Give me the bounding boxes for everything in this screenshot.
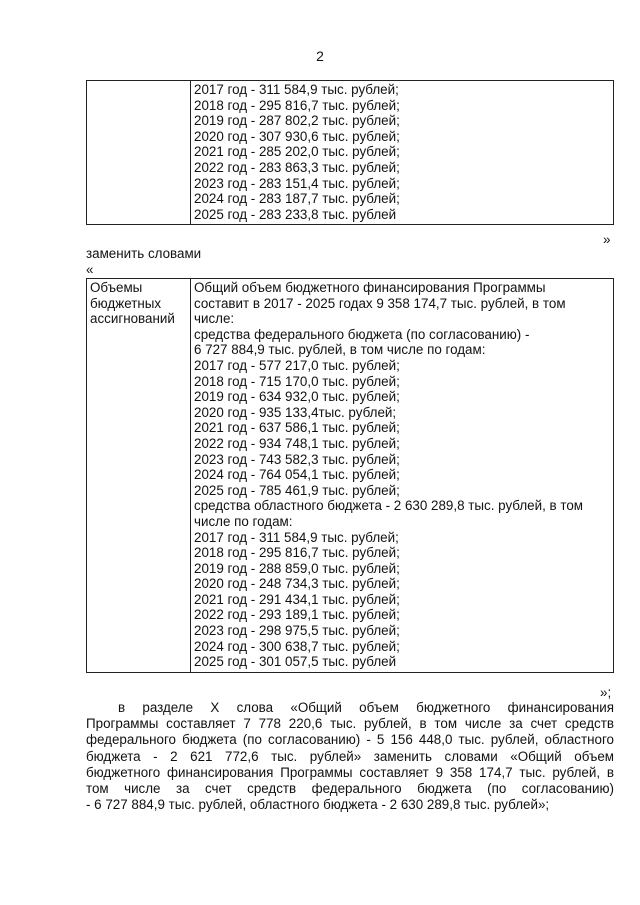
label-line: бюджетных [90, 295, 162, 311]
detail-line: 2025 год - 785 461,9 тыс. рублей; [194, 482, 400, 498]
empty-label-cell [87, 81, 191, 225]
detail-line: средства областного бюджета - 2 630 289,8 тыс. рублей, в том [194, 498, 584, 514]
detail-line: 2020 год - 935 133,4тыс. рублей; [194, 404, 397, 420]
year-line: 2023 год - 283 151,4 тыс. рублей; [194, 175, 400, 191]
detail-line: 2018 год - 715 170,0 тыс. рублей; [194, 373, 400, 389]
year-line: 2024 год - 283 187,7 тыс. рублей; [194, 191, 400, 207]
detail-line: 2024 год - 300 638,7 тыс. рублей; [194, 638, 400, 654]
year-line: 2022 год - 283 863,3 тыс. рублей; [194, 159, 400, 175]
year-line: 2017 год - 311 584,9 тыс. рублей; [194, 82, 399, 97]
year-line: 2019 год - 287 802,2 тыс. рублей; [194, 113, 400, 129]
year-line: 2020 год - 307 930,6 тыс. рублей; [194, 128, 400, 144]
page-number: 2 [316, 48, 324, 64]
paragraph-line: федерального бюджета (по согласованию) - 5 156 448,0 тыс. рублей, областного [86, 732, 614, 748]
detail-line: числе по годам: [194, 513, 293, 529]
paragraph-line: бюджетного финансирования Программы составляет 9 358 174,7 тыс. рублей, в [86, 764, 614, 780]
budget-details-cell [191, 279, 614, 673]
section-x-amendment-paragraph [86, 700, 614, 813]
closing-quote-semicolon: »; [600, 685, 612, 700]
detail-line: средства федерального бюджета (по согласованию) - [194, 326, 530, 342]
detail-line: 2023 год - 743 582,3 тыс. рублей; [194, 451, 400, 467]
year-line: 2018 год - 295 816,7 тыс. рублей; [194, 97, 400, 113]
detail-line: 2024 год - 764 054,1 тыс. рублей; [194, 467, 400, 483]
detail-line: 2017 год - 577 217,0 тыс. рублей; [194, 357, 400, 373]
detail-line: 2017 год - 311 584,9 тыс. рублей; [194, 529, 399, 545]
detail-line: 2025 год - 301 057,5 тыс. рублей [194, 654, 397, 670]
paragraph-line: Программы составляет 7 778 220,6 тыс. рублей, в том числе за счет средств [86, 716, 614, 732]
detail-line: 2018 год - 295 816,7 тыс. рублей; [194, 545, 400, 561]
detail-line: 2019 год - 634 932,0 тыс. рублей; [194, 389, 400, 405]
detail-line: составит в 2017 - 2025 годах 9 358 174,7 тыс. рублей, в том [194, 295, 566, 311]
old-years-cell [191, 81, 614, 225]
detail-line: 2022 год - 934 748,1 тыс. рублей; [194, 435, 400, 451]
paragraph-line: том числе за счет средств федерального бюджета (по согласованию) [86, 781, 614, 797]
paragraph-line: бюджета - 2 621 772,6 тыс. рублей» заменить словами «Общий объем [86, 748, 614, 764]
detail-line: 2020 год - 248 734,3 тыс. рублей; [194, 576, 400, 592]
year-line: 2025 год - 283 233,8 тыс. рублей [194, 206, 397, 222]
detail-line: 2021 год - 291 434,1 тыс. рублей; [194, 591, 400, 607]
detail-line: 2023 год - 298 975,5 тыс. рублей; [194, 623, 400, 639]
closing-quote: » [603, 232, 611, 247]
detail-line: 6 727 884,9 тыс. рублей, в том числе по годам: [194, 342, 486, 358]
detail-line: Общий объем бюджетного финансирования Программы [194, 280, 546, 295]
budget-table-old [86, 80, 614, 225]
opening-quote: « [86, 262, 94, 277]
detail-line: 2022 год - 293 189,1 тыс. рублей; [194, 607, 400, 623]
detail-line: 2019 год - 288 859,0 тыс. рублей; [194, 560, 400, 576]
budget-table-new [86, 278, 614, 673]
label-line: ассигнований [90, 311, 175, 327]
paragraph-line: - 6 727 884,9 тыс. рублей, областного бюджета - 2 630 289,8 тыс. рублей»; [86, 797, 550, 813]
year-line: 2021 год - 285 202,0 тыс. рублей; [194, 144, 400, 160]
detail-line: 2021 год - 637 586,1 тыс. рублей; [194, 420, 400, 436]
label-line: Объемы [90, 280, 143, 295]
paragraph-line: в разделе X слова «Общий объем бюджетного финансирования [118, 700, 614, 715]
replace-with-words-label: заменить словами [86, 246, 202, 261]
detail-line: числе: [194, 311, 235, 327]
budget-allocations-label-cell [87, 279, 191, 673]
